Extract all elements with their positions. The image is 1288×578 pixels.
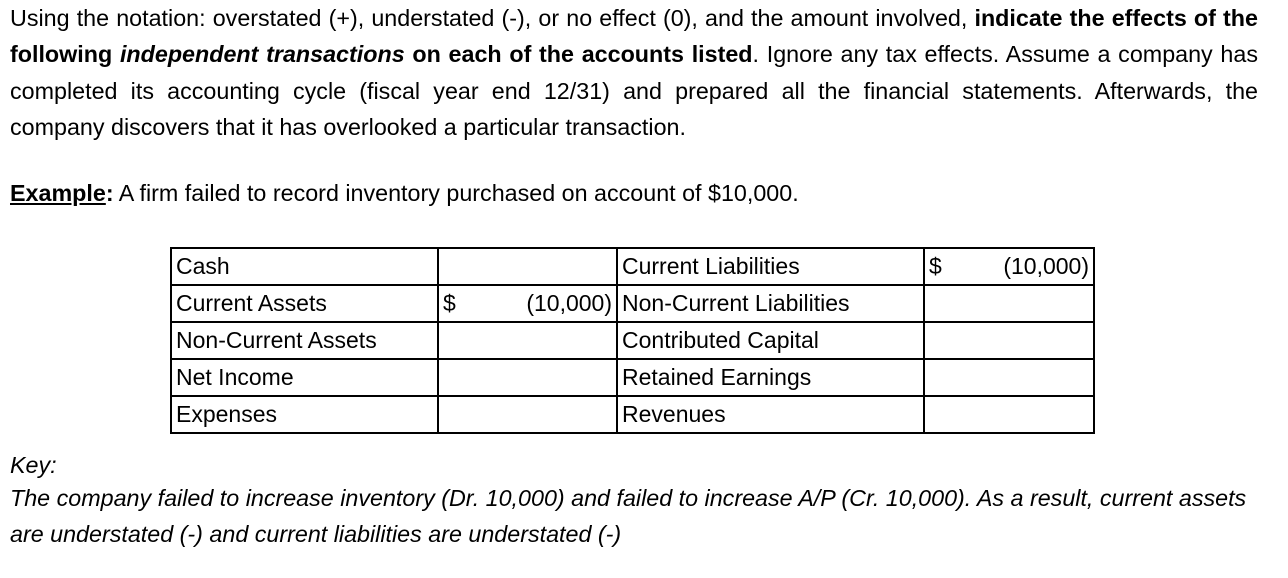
left-account-label: Non-Current Assets xyxy=(171,322,438,359)
example-line xyxy=(10,175,799,211)
left-account-label: Net Income xyxy=(171,359,438,396)
right-account-label: Retained Earnings xyxy=(617,359,924,396)
effect-amount: (10,000) xyxy=(526,290,612,316)
right-effect-cell xyxy=(924,285,1094,322)
right-account-label: Contributed Capital xyxy=(617,322,924,359)
instructions-bold-2: on each of the accounts listed xyxy=(404,41,753,68)
left-account-label: Current Assets xyxy=(171,285,438,322)
right-effect-cell xyxy=(924,248,1094,285)
left-effect-cell xyxy=(438,248,617,285)
dollar-sign: $ xyxy=(443,290,456,316)
left-account-label: Cash xyxy=(171,248,438,285)
left-effect-cell xyxy=(438,322,617,359)
right-effect-cell xyxy=(924,359,1094,396)
key-title: Key: xyxy=(10,452,57,478)
example-colon: : xyxy=(105,180,114,206)
right-effect-cell xyxy=(924,396,1094,433)
instructions-bold-1: indicate the effects of the following xyxy=(10,5,1258,68)
table-row xyxy=(171,248,1094,285)
dollar-sign: $ xyxy=(929,253,942,279)
effect-amount: (10,000) xyxy=(1003,253,1089,279)
instructions-text-2: . Ignore any tax effects. Assume a company has completed its accounting cycle (fiscal year end 12/31) and prepared all the financial statements. Afterwards, the company discovers that it has overlooked a particular transaction. xyxy=(10,41,1258,140)
left-effect-cell xyxy=(438,285,617,322)
right-account-label: Revenues xyxy=(617,396,924,433)
key-text: The company failed to increase inventory (Dr. 10,000) and failed to increase A/P (Cr. 10,000). As a result, current assets are understated (-) and current liabilities are understated (-) xyxy=(10,485,1247,548)
table-row xyxy=(171,359,1094,396)
instructions-paragraph xyxy=(10,0,1258,145)
effects-table xyxy=(170,247,1095,434)
table-row xyxy=(171,285,1094,322)
instructions-text-1: Using the notation: overstated (+), understated (-), or no effect (0), and the amount involved, xyxy=(10,5,975,31)
example-label: Example xyxy=(10,180,106,206)
instructions-bold-italic: independent transactions xyxy=(119,41,405,68)
right-account-label: Non-Current Liabilities xyxy=(617,285,924,322)
right-account-label: Current Liabilities xyxy=(617,248,924,285)
left-effect-cell xyxy=(438,359,617,396)
example-text: A firm failed to record inventory purchased on account of $10,000. xyxy=(113,180,799,206)
left-account-label: Expenses xyxy=(171,396,438,433)
left-effect-cell xyxy=(438,396,617,433)
right-effect-cell xyxy=(924,322,1094,359)
table-row xyxy=(171,322,1094,359)
table-row xyxy=(171,396,1094,433)
